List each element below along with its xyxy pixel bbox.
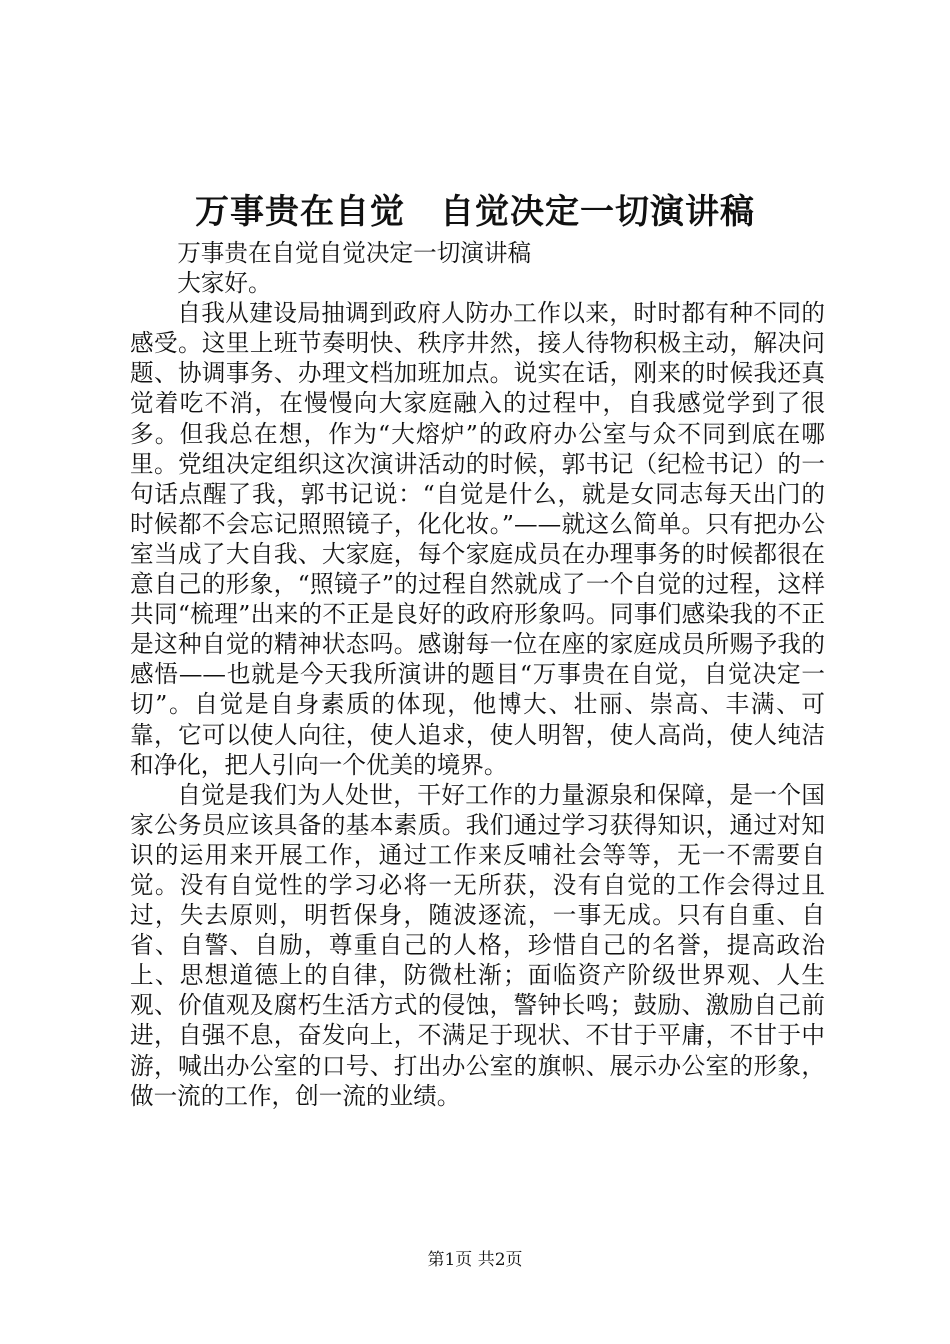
body-paragraph-1: 自我从建设局抽调到政府人防办工作以来，时时都有种不同的感受。这里上班节奏明快、秩序井然，接人待物积极主动，解决问题、协调事务、办理文档加班加点。说实在话，刚来的时候我还真觉着吃不消，在慢慢向大家庭融入的过程中，自我感觉学到了很多。但我总在想，作为“大熔炉”的政府办公室与众不同到底在哪里。党组决定组织这次演讲活动的时候，郭书记（纪检书记）的一句话点醒了我，郭书记说：“自觉是什么，就是女同志每天出门的时候都不会忘记照照镜子，化化妆。”——就这么简单。只有把办公室当成了大自我、大家庭，每个家庭成员在办理事务的时候都很在意自己的形象，“照镜子”的过程自然就成了一个自觉的过程，这样共同“梳理”出来的不正是良好的政府形象吗。同事们感染我的不正是这种自觉的精神状态吗。感谢每一位在座的家庭成员所赐予我的感悟——也就是今天我所演讲的题目“万事贵在自觉，自觉决定一切”。自觉是自身素质的体现，他博大、壮丽、崇高、丰满、可靠，它可以使人向往，使人追求，使人明智，使人高尚，使人纯洁和净化，把人引向一个优美的境界。 [130,299,825,779]
document-title: 万事贵在自觉 自觉决定一切演讲稿 [195,192,755,232]
document-body [130,238,825,1111]
body-paragraph-2: 自觉是我们为人处世，干好工作的力量源泉和保障，是一个国家公务员应该具备的基本素质。我们通过学习获得知识，通过对知识的运用来开展工作，通过工作来反哺社会等等，无一不需要自觉。没有自觉性的学习必将一无所获，没有自觉的工作会得过且过，失去原则，明哲保身，随波逐流，一事无成。只有自重、自省、自警、自励，尊重自己的人格，珍惜自己的名誉，提高政治上、思想道德上的自律，防微杜渐；面临资产阶级世界观、人生观、价值观及腐朽生活方式的侵蚀，警钟长鸣；鼓励、激励自己前进，自强不息，奋发向上，不满足于现状、不甘于平庸，不甘于中游，喊出办公室的口号、打出办公室的旗帜、展示办公室的形象，做一流的工作，创一流的业绩。 [130,780,825,1110]
page-number-footer: 第1页 共2页 [427,1250,523,1270]
greeting-line: 大家好。 [177,269,272,298]
subtitle-line: 万事贵在自觉自觉决定一切演讲稿 [177,239,532,267]
